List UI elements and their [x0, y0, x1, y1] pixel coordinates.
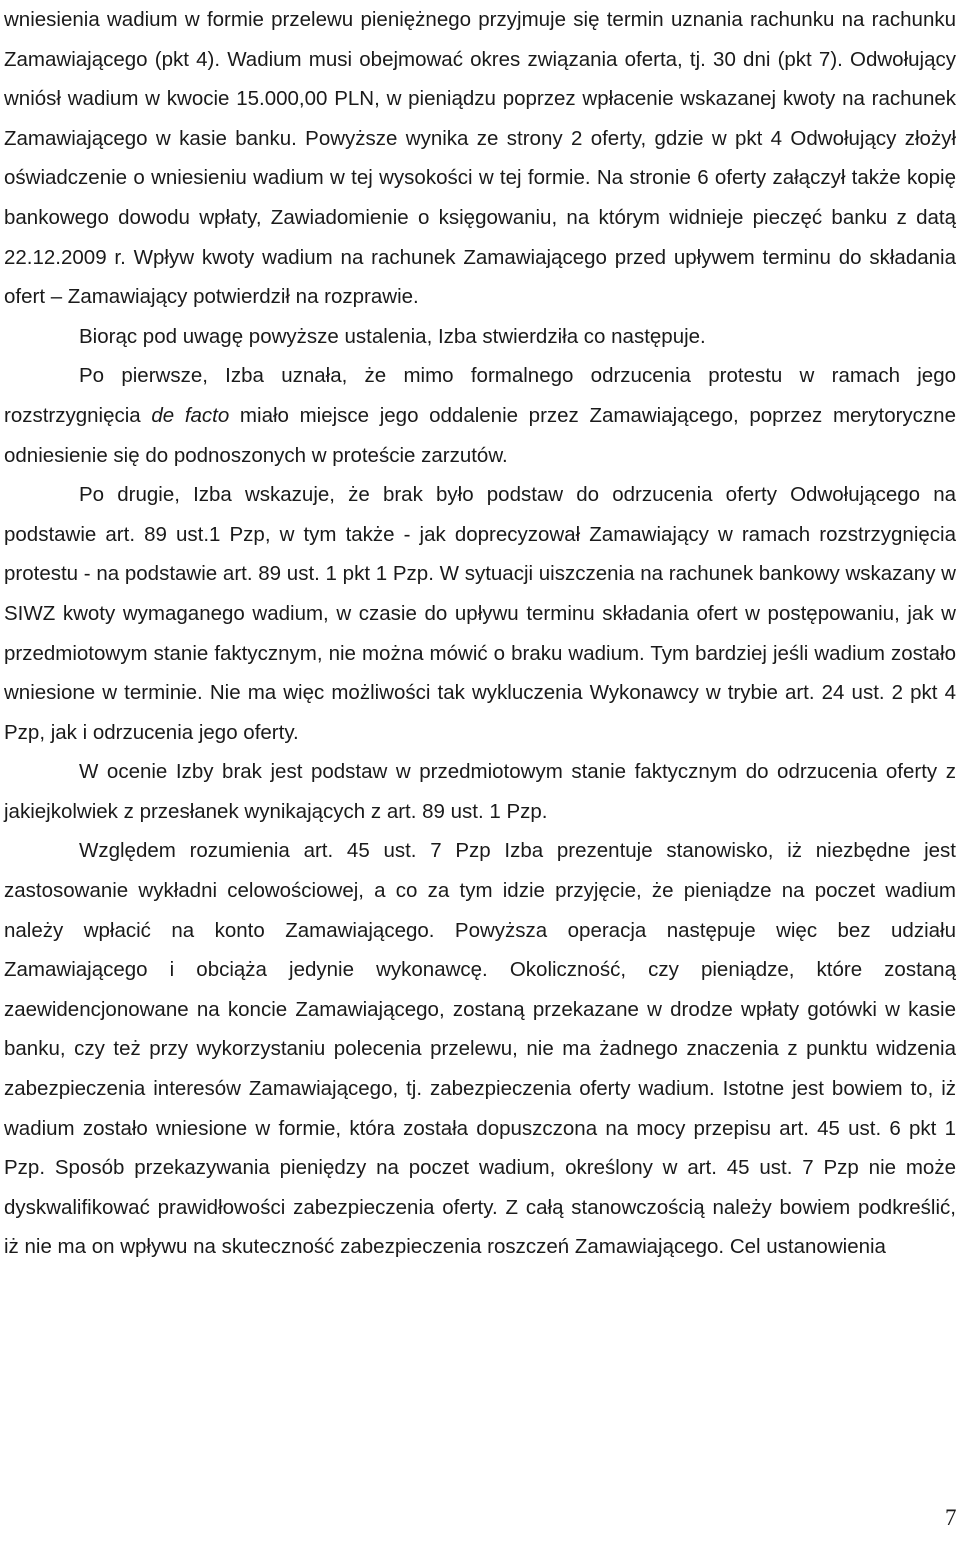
document-page	[4, 0, 956, 1541]
italic-phrase: de facto	[151, 403, 230, 427]
paragraph-p1	[4, 0, 956, 317]
paragraph-text: Względem rozumienia art. 45 ust. 7 Pzp Izba prezentuje stanowisko, iż niezbędne jest zastosowanie wykładni celowościowej, a co za tym idzie przyjęcie, że pieniądze na poczet wadium należy wpłacić na konto Zamawiającego. Powyższa operacja następuje więc bez udziału Zamawiającego i obciąża jedynie wykonawcę. Okoliczność, czy pieniądze, które zostaną zaewidencjonowane na koncie Zamawiającego, zostaną przekazane w drodze wpłaty gotówki w kasie banku, czy też przy wykorzystaniu polecenia przelewu, nie ma żadnego znaczenia z punktu widzenia zabezpieczenia interesów Zamawiającego, tj. zabezpieczenia oferty wadium. Istotne jest bowiem to, iż wadium zostało wniesione w formie, która została dopuszczona na mocy przepisu art. 45 ust. 6 pkt 1 Pzp. Sposób przekazywania pieniędzy na poczet wadium, określony w art. 45 ust. 7 Pzp nie może dyskwalifikować prawidłowości zabezpieczenia oferty. Z całą stanowczością należy bowiem podkreślić, iż nie ma on wpływu na skuteczność zabezpieczenia roszczeń Zamawiającego. Cel ustanowienia	[4, 839, 956, 1259]
paragraph-text: miało miejsce jego oddalenie przez Zamawiającego, poprzez merytoryczne odniesienie się do podnoszonych w proteście zarzutów.	[4, 403, 956, 467]
paragraph-text: Biorąc pod uwagę powyższe ustalenia, Izba stwierdziła co następuje.	[79, 324, 706, 348]
paragraph-p4	[4, 475, 956, 752]
paragraph-p6	[4, 831, 956, 1267]
paragraph-text: Po drugie, Izba wskazuje, że brak było podstaw do odrzucenia oferty Odwołującego na podstawie art. 89 ust.1 Pzp, w tym także - jak doprecyzował Zamawiający w ramach rozstrzygnięcia protestu - na podstawie art. 89 ust. 1 pkt 1 Pzp. W sytuacji uiszczenia na rachunek bankowy wskazany w SIWZ kwoty wymaganego wadium, w czasie do upływu terminu składania ofert w postępowaniu, jak w przedmiotowym stanie faktycznym, nie można mówić o braku wadium. Tym bardziej jeśli wadium zostało wniesione w terminie. Nie ma więc możliwości tak wykluczenia Wykonawcy w trybie art. 24 ust. 2 pkt 4 Pzp, jak i odrzucenia jego oferty.	[4, 483, 956, 744]
paragraph-p5	[4, 752, 956, 831]
paragraph-p2	[4, 317, 956, 357]
document-body	[4, 0, 956, 1267]
paragraph-text: wniesienia wadium w formie przelewu pieniężnego przyjmuje się termin uznania rachunku na rachunku Zamawiającego (pkt 4). Wadium musi obejmować okres związania oferta, tj. 30 dni (pkt 7). Odwołujący wniósł wadium w kwocie 15.000,00 PLN, w pieniądzu poprzez wpłacenie wskazanej kwoty na rachunek Zamawiającego w kasie banku. Powyższe wynika ze strony 2 oferty, gdzie w pkt 4 Odwołujący złożył oświadczenie o wniesieniu wadium w tej wysokości w tej formie. Na stronie 6 oferty załączył także kopię bankowego dowodu wpłaty, Zawiadomienie o księgowaniu, na którym widnieje pieczęć banku z datą 22.12.2009 r. Wpływ kwoty wadium na rachunek Zamawiającego przed upływem terminu do składania ofert – Zamawiający potwierdził na rozprawie.	[4, 8, 956, 309]
paragraph-text: Po pierwsze, Izba uznała, że mimo formalnego odrzucenia protestu w ramach jego rozstrzygnięcia	[4, 364, 956, 427]
page-number: 7	[945, 1505, 957, 1530]
paragraph-text: W ocenie Izby brak jest podstaw w przedmiotowym stanie faktycznym do odrzucenia oferty z jakiejkolwiek z przesłanek wynikających z art. 89 ust. 1 Pzp.	[4, 760, 956, 823]
paragraph-p3	[4, 356, 956, 475]
